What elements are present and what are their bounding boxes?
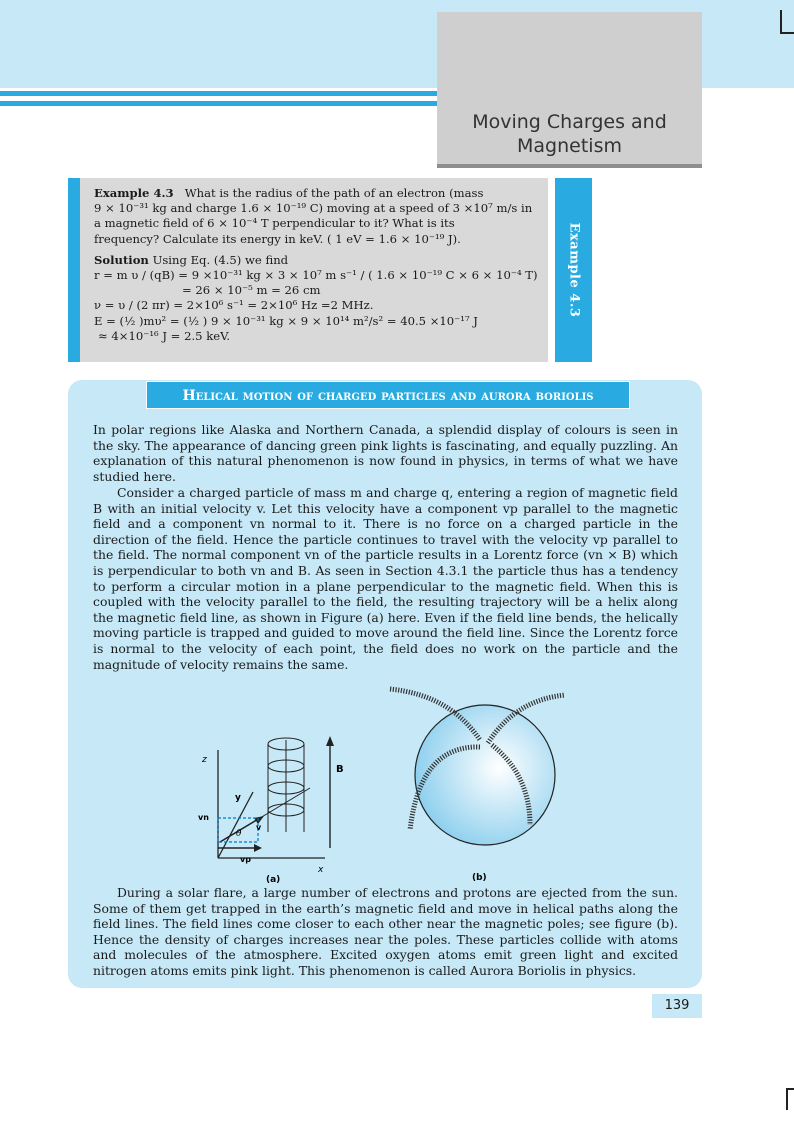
question-text: frequency? Calculate its energy in keV. ( 1 eV = 1.6 × 10⁻¹⁹ J). bbox=[94, 231, 461, 246]
example-question bbox=[94, 186, 534, 247]
paragraph: Consider a charged particle of mass m and charge q, entering a region of magnetic field B with an initial velocity v. Let this velocity have a component vp parallel to the magnetic field and a component vn normal to it. There is no force on a charged particle in the direction of the field. Hence the particle continues to travel with the velocity vp parallel to the field. The normal component vn of the particle results in a Lorentz force (vn × B) which is perpendicular to both vn and B. As seen in Section 4.3.1 the particle thus has a tendency to perform a circular motion in a plane perpendicular to the magnetic field. When this is coupled with the velocity parallel to the field, the resulting trajectory will be a helix along the magnetic field line, as shown in Figure (a) here. Even if the field line bends, the helically moving particle is trapped and guided to move around the field line. Since the Lorentz force is normal to the velocity of each point, the field does no work on the particle and the magnitude of velocity remains the same. bbox=[93, 485, 678, 672]
example-label: Example 4.3 bbox=[94, 186, 174, 200]
crop-mark bbox=[780, 10, 782, 34]
question-text: a magnetic field of 6 × 10⁻⁴ T perpendicular to it? What is its bbox=[94, 216, 455, 231]
figure-earth-field-lines bbox=[380, 675, 580, 885]
earth-globe bbox=[415, 705, 555, 845]
chapter-title-line: Magnetism bbox=[517, 135, 622, 157]
z-axis-label: z bbox=[202, 755, 207, 765]
crop-mark bbox=[780, 32, 794, 34]
example-tab-label: Example 4.3 bbox=[566, 222, 581, 318]
info-box-heading: Helical motion of charged particles and aurora boriolis bbox=[146, 381, 630, 409]
solution-text: E = (½ )mυ² = (½ ) 9 × 10⁻³¹ kg × 9 × 10¹⁴ m²/s² = 40.5 ×10⁻¹⁷ J bbox=[94, 313, 478, 328]
example-side-tab bbox=[555, 178, 592, 362]
paragraph: During a solar flare, a large number of electrons and protons are ejected from the sun. Some of them get trapped in the earth’s magnetic field and move in helical paths along the field lines. The field lines come closer to each other near the magnetic poles; see figure (b). Hence the density of charges increases near the poles. These particles collide with atoms and molecules of the atmosphere. Excited oxygen atoms emit green light and excited nitrogen atoms emits pink light. This phenomenon is called Aurora Boriolis in physics. bbox=[93, 885, 678, 978]
header-stripe bbox=[0, 91, 440, 96]
chapter-title bbox=[437, 110, 702, 158]
crop-mark bbox=[786, 1088, 794, 1090]
paragraph: In polar regions like Alaska and Northern Canada, a splendid display of colours is seen in the sky. The appearance of dancing green pink lights is fascinating, and equally puzzling. An explanation of this natural phenomenon is now found in physics, in terms of what we have studied here. bbox=[93, 422, 678, 484]
solution-text: r = m υ / (qB) = 9 ×10⁻³¹ kg × 3 × 10⁷ m s⁻¹ / ( 1.6 × 10⁻¹⁹ C × 6 × 10⁻⁴ T) bbox=[94, 268, 538, 283]
figure-caption: (b) bbox=[472, 873, 487, 883]
vp-label: vp bbox=[240, 855, 251, 864]
figure-caption: (a) bbox=[266, 875, 281, 885]
chapter-title-line: Moving Charges and bbox=[472, 111, 667, 133]
solution-text: Using Eq. (4.5) we find bbox=[152, 252, 289, 267]
field-label: B bbox=[336, 764, 344, 775]
x-axis-label: x bbox=[318, 865, 324, 875]
header-stripe bbox=[0, 101, 440, 106]
field-arrowhead bbox=[326, 736, 334, 746]
y-axis-label: y bbox=[235, 793, 241, 803]
question-text: 9 × 10⁻³¹ kg and charge 1.6 × 10⁻¹⁹ C) moving at a speed of 3 ×10⁷ m/s in bbox=[94, 201, 533, 216]
example-box bbox=[68, 178, 548, 362]
solution-label: Solution bbox=[94, 252, 149, 267]
crop-mark bbox=[786, 1090, 788, 1110]
page-number: 139 bbox=[652, 994, 702, 1018]
vp-arrowhead bbox=[254, 844, 262, 852]
angle-label: θ bbox=[236, 829, 242, 839]
solution-text: ≈ 4×10⁻¹⁶ J = 2.5 keV. bbox=[98, 328, 231, 343]
solution-text: = 26 × 10⁻⁵ m = 26 cm bbox=[182, 283, 321, 298]
solution-text: ν = υ / (2 πr) = 2×10⁶ s⁻¹ = 2×10⁶ Hz =2 MHz. bbox=[94, 298, 374, 313]
vn-label: vn bbox=[198, 813, 209, 822]
example-solution bbox=[94, 252, 538, 344]
figure-helix-diagram bbox=[190, 720, 360, 885]
v-label: v bbox=[256, 823, 262, 832]
question-text: What is the radius of the path of an electron (mass bbox=[184, 186, 484, 200]
